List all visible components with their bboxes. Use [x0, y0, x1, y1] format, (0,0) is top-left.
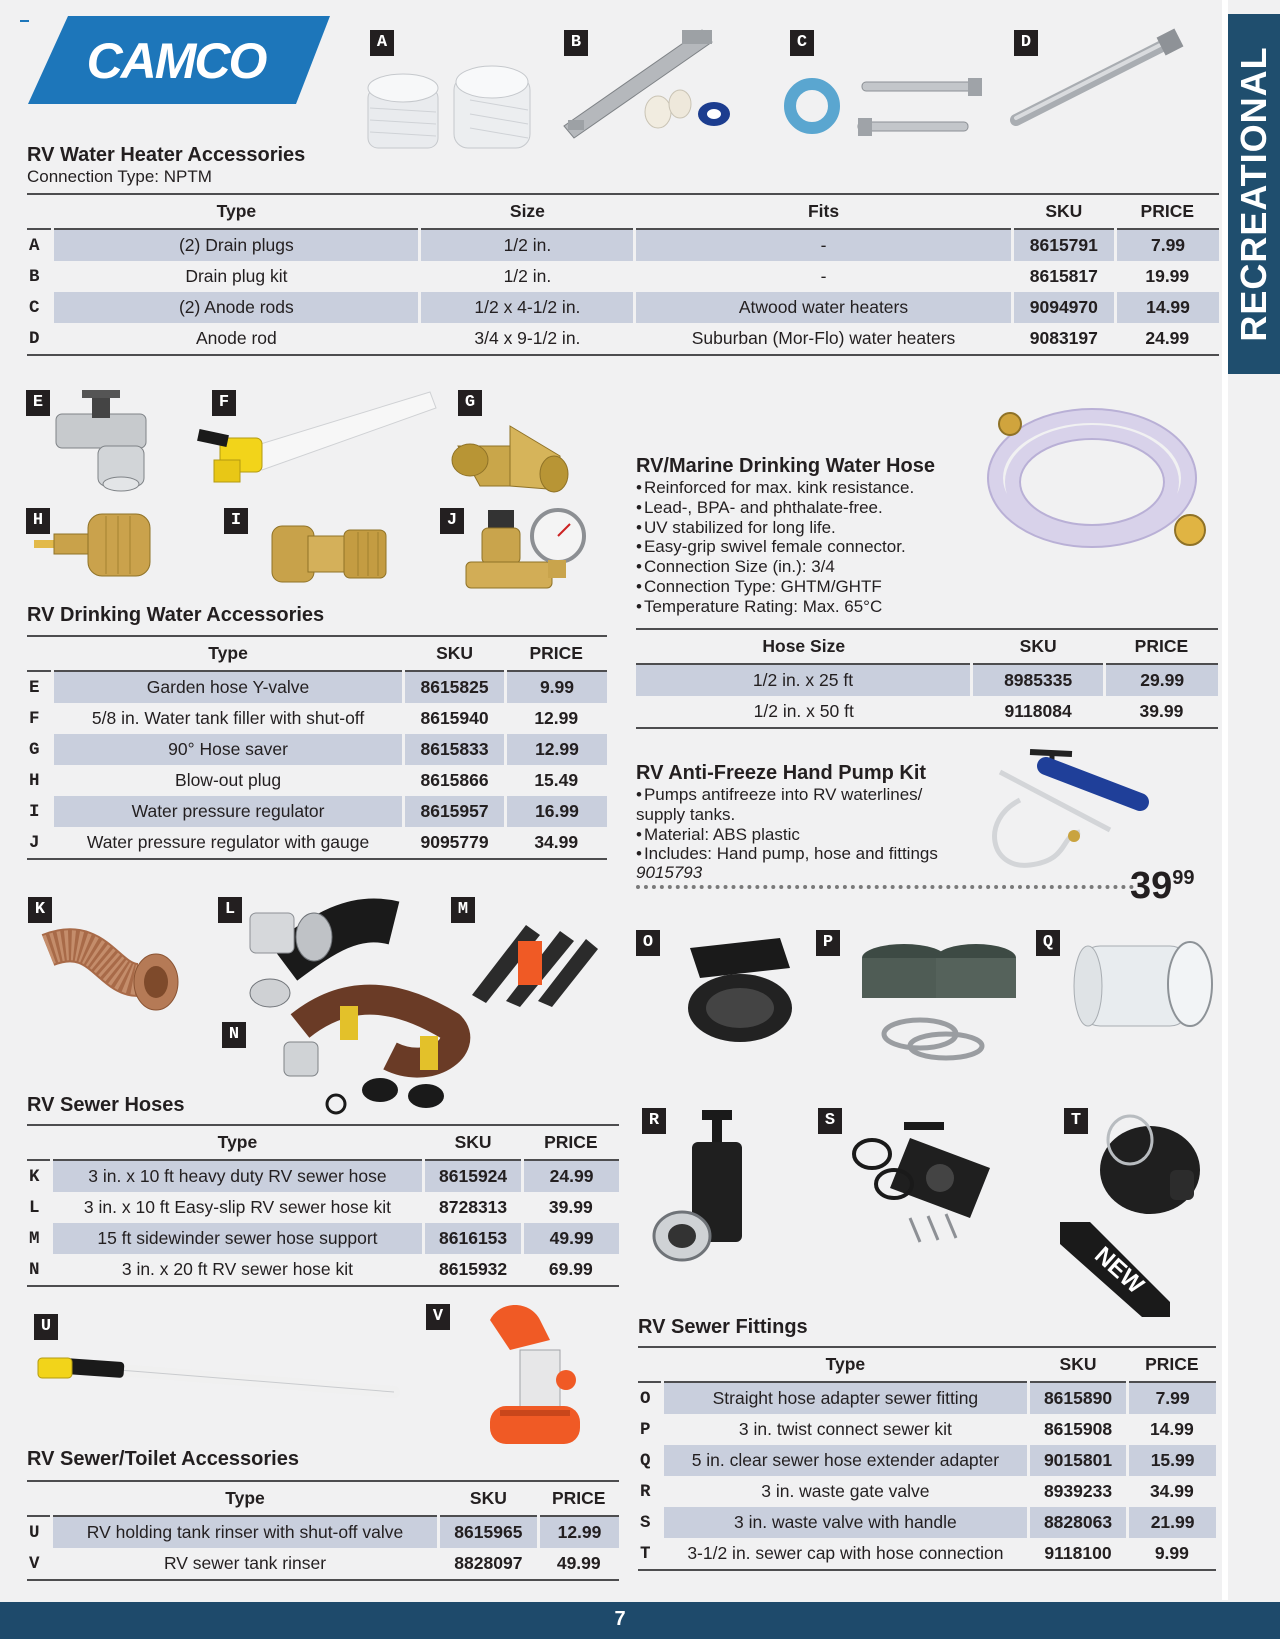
- col-price: PRICE: [1116, 194, 1219, 229]
- anode-rod-image: [1010, 28, 1190, 128]
- row-sku: 8615825: [404, 671, 506, 703]
- row-size: 1/2 in.: [503, 266, 552, 286]
- row-sku: 8828063: [1028, 1507, 1127, 1538]
- label-i: I: [224, 508, 248, 534]
- label-f: F: [212, 390, 236, 416]
- label-r: R: [642, 1108, 666, 1134]
- waste-gate-valve-image: [652, 1106, 772, 1276]
- col-sku: SKU: [438, 1481, 538, 1516]
- table-row: [638, 1476, 1216, 1507]
- table-row: [27, 703, 607, 734]
- table-row: [638, 1538, 1216, 1570]
- col-price: PRICE: [523, 1125, 619, 1160]
- new-badge-text: NEW: [1089, 1241, 1149, 1300]
- row-type: Straight hose adapter sewer fitting: [662, 1382, 1028, 1414]
- hose-title: RV/Marine Drinking Water Hose: [636, 455, 935, 477]
- hose-saver-image: [450, 416, 575, 496]
- water-heater-subtitle: Connection Type: NPTM: [27, 167, 212, 186]
- row-price: 39.99: [548, 1197, 593, 1217]
- row-code: D: [27, 323, 53, 355]
- row-price: 19.99: [1145, 266, 1190, 286]
- row-code: V: [27, 1548, 52, 1580]
- table-row: [27, 1160, 619, 1192]
- label-m: M: [451, 897, 475, 923]
- sewer-hose-image: [38, 920, 188, 1010]
- row-type: 3 in. waste gate valve: [761, 1481, 930, 1501]
- pump-title: RV Anti-Freeze Hand Pump Kit: [636, 762, 927, 784]
- row-sku: 8616153: [424, 1223, 523, 1254]
- row-sku: 8615833: [404, 734, 506, 765]
- camco-logo: [28, 16, 330, 104]
- y-valve-image: [52, 388, 162, 493]
- feature-item: • Connection Type: GHTM/GHTF: [636, 577, 914, 597]
- table-row: [638, 1414, 1216, 1445]
- col-price: PRICE: [1105, 629, 1218, 664]
- row-price: 15.99: [1128, 1445, 1216, 1476]
- col-type: Type: [52, 1481, 438, 1516]
- drinking-table: [27, 635, 607, 860]
- row-type: 3 in. x 10 ft Easy-slip RV sewer hose kit: [83, 1197, 391, 1217]
- row-type: 90° Hose saver: [52, 734, 403, 765]
- label-g: G: [458, 390, 482, 416]
- row-sku: 8615965: [438, 1516, 538, 1548]
- label-t: T: [1064, 1108, 1088, 1134]
- row-sku: 9118100: [1028, 1538, 1127, 1570]
- category-tab: [1228, 14, 1280, 374]
- feature-item: • Reinforced for max. kink resistance.: [636, 478, 914, 498]
- tank-filler-image: [198, 388, 438, 493]
- table-row: [636, 696, 1218, 728]
- row-code: P: [640, 1419, 651, 1440]
- row-sku: 8615940: [420, 708, 489, 728]
- table-row: [638, 1507, 1216, 1538]
- price-cents: 99: [1172, 867, 1195, 889]
- row-price: 7.99: [1128, 1382, 1216, 1414]
- sewer-hose-kit-image: [280, 986, 480, 1114]
- row-size: 3/4 x 9-1/2 in.: [420, 323, 635, 355]
- drinking-title: RV Drinking Water Accessories: [27, 604, 325, 626]
- row-price: 16.99: [505, 796, 607, 827]
- price-leader: [636, 885, 1134, 889]
- pump-sku: 9015793: [636, 863, 703, 882]
- row-price: 34.99: [1149, 1481, 1194, 1501]
- table-row: [27, 827, 607, 859]
- row-code: T: [638, 1538, 662, 1570]
- row-sku: 8615908: [1043, 1419, 1113, 1439]
- row-type: Water pressure regulator: [52, 796, 403, 827]
- hose-support-image: [466, 895, 606, 1005]
- row-type: (2) Drain plugs: [53, 229, 420, 261]
- row-sku: 8939233: [1043, 1481, 1113, 1501]
- drain-plugs-image: [366, 60, 546, 160]
- row-price: 29.99: [1105, 664, 1218, 696]
- row-sku: 8615817: [1029, 266, 1098, 286]
- label-k: K: [28, 897, 52, 923]
- row-sku: 8615890: [1028, 1382, 1127, 1414]
- water-heater-table: [27, 193, 1219, 356]
- row-sku: 9095779: [404, 827, 506, 859]
- feature-item: • Includes: Hand pump, hose and fittings: [636, 844, 966, 864]
- hose-table: [636, 628, 1218, 729]
- label-j: J: [440, 508, 464, 534]
- row-code: S: [638, 1507, 662, 1538]
- row-price: 9.99: [505, 671, 607, 703]
- row-sku: 8615791: [1012, 229, 1115, 261]
- feature-item: • Temperature Rating: Max. 65°C: [636, 597, 914, 617]
- row-code: M: [27, 1223, 51, 1254]
- col-size: Size: [420, 194, 635, 229]
- table-row: [27, 1254, 619, 1286]
- category-tab-label: RECREATIONAL: [1233, 46, 1274, 342]
- col-sku: SKU: [1028, 1347, 1127, 1382]
- table-row: [27, 734, 607, 765]
- table-row: [27, 765, 607, 796]
- row-sku: 8828097: [438, 1548, 538, 1580]
- row-size: 1/2 in. x 25 ft: [636, 664, 971, 696]
- row-code: E: [27, 671, 52, 703]
- row-sku: 9015801: [1028, 1445, 1127, 1476]
- logo-text: CAMCO: [86, 33, 266, 89]
- row-fits: -: [635, 229, 1012, 261]
- feature-item: • Pumps antifreeze into RV waterlines/ supply tanks.: [636, 785, 966, 825]
- fittings-title: RV Sewer Fittings: [638, 1316, 808, 1338]
- row-type: 3 in. x 10 ft heavy duty RV sewer hose: [51, 1160, 423, 1192]
- row-sku: 8615957: [404, 796, 506, 827]
- col-fits: Fits: [635, 194, 1012, 229]
- row-price: 69.99: [523, 1254, 619, 1286]
- label-o: O: [636, 930, 660, 956]
- row-type: RV holding tank rinser with shut-off valve: [52, 1516, 438, 1548]
- page-number: 7: [614, 1608, 626, 1630]
- row-price: 12.99: [505, 734, 607, 765]
- table-row: [27, 671, 607, 703]
- label-v: V: [426, 1304, 450, 1330]
- row-code: I: [27, 796, 52, 827]
- col-type: Type: [53, 194, 420, 229]
- table-row: [27, 292, 1219, 323]
- row-size: 1/2 in. x 50 ft: [636, 696, 971, 728]
- price-dollars: 39: [1130, 865, 1173, 907]
- table-row: [27, 1223, 619, 1254]
- anode-rods-image: [786, 72, 986, 142]
- row-fits: Suburban (Mor-Flo) water heaters: [635, 323, 1012, 355]
- col-type: Type: [662, 1347, 1028, 1382]
- page-footer: [0, 1602, 1280, 1639]
- row-price: 24.99: [1116, 323, 1219, 355]
- row-code: H: [29, 770, 40, 791]
- sewer-hoses-title: RV Sewer Hoses: [27, 1094, 185, 1116]
- row-sku: 8615866: [420, 770, 489, 790]
- row-price: 49.99: [539, 1548, 620, 1580]
- row-type: Drain plug kit: [185, 266, 288, 286]
- feature-item: • Easy-grip swivel female connector.: [636, 537, 914, 557]
- row-price: 39.99: [1105, 696, 1218, 728]
- table-row: [638, 1382, 1216, 1414]
- row-price: 14.99: [1149, 1419, 1194, 1439]
- label-l: L: [218, 897, 242, 923]
- col-price: PRICE: [505, 636, 607, 671]
- table-row: [27, 229, 1219, 261]
- feature-item: • Lead-, BPA- and phthalate-free.: [636, 498, 914, 518]
- row-type: 3-1/2 in. sewer cap with hose connection: [662, 1538, 1028, 1570]
- new-badge: [1060, 1222, 1170, 1317]
- waste-valve-handle-image: [850, 1118, 1020, 1248]
- row-price: 49.99: [523, 1223, 619, 1254]
- row-type: Garden hose Y-valve: [52, 671, 403, 703]
- row-sku: 9083197: [1012, 323, 1115, 355]
- col-sku: SKU: [404, 636, 506, 671]
- row-code: U: [27, 1516, 52, 1548]
- row-price: 12.99: [539, 1516, 620, 1548]
- fittings-table: [638, 1346, 1216, 1571]
- row-code: A: [27, 229, 53, 261]
- row-sku: 8728313: [439, 1197, 508, 1217]
- col-sku: SKU: [1012, 194, 1115, 229]
- row-code: O: [638, 1382, 662, 1414]
- row-price: 24.99: [523, 1160, 619, 1192]
- label-n: N: [222, 1022, 246, 1048]
- label-q: Q: [1036, 930, 1060, 956]
- row-price: 12.99: [534, 708, 579, 728]
- label-h: H: [26, 508, 50, 534]
- table-row: [27, 796, 607, 827]
- row-price: 15.49: [534, 770, 579, 790]
- row-code: N: [27, 1254, 51, 1286]
- table-row: [27, 1192, 619, 1223]
- col-type: Type: [52, 636, 403, 671]
- clear-extender-image: [1070, 926, 1220, 1046]
- drinking-hose-image: [980, 400, 1215, 560]
- col-sku: SKU: [424, 1125, 523, 1160]
- flag-mark: [20, 20, 29, 22]
- table-row: [27, 1548, 619, 1580]
- row-code: J: [27, 827, 52, 859]
- row-code: Q: [638, 1445, 662, 1476]
- sewer-cap-image: [1090, 1110, 1210, 1220]
- water-heater-title: RV Water Heater Accessories: [27, 144, 306, 166]
- row-type: Blow-out plug: [175, 770, 282, 790]
- sewer-hoses-table: [27, 1124, 619, 1287]
- pump-features: [636, 785, 966, 864]
- row-sku: 9094970: [1012, 292, 1115, 323]
- feature-item: • Material: ABS plastic: [636, 825, 966, 845]
- tank-rinser-image: [34, 1352, 409, 1402]
- table-row: [27, 1516, 619, 1548]
- row-sku: 9118084: [971, 696, 1104, 728]
- label-a: A: [370, 30, 394, 56]
- row-type: 15 ft sidewinder sewer hose support: [51, 1223, 423, 1254]
- col-price: PRICE: [1128, 1347, 1216, 1382]
- table-row: [27, 261, 1219, 292]
- row-price: 21.99: [1128, 1507, 1216, 1538]
- row-price: 9.99: [1128, 1538, 1216, 1570]
- label-s: S: [818, 1108, 842, 1134]
- row-type: 5/8 in. Water tank filler with shut-off: [91, 708, 365, 728]
- pressure-regulator-image: [268, 506, 393, 596]
- col-sku: SKU: [971, 629, 1104, 664]
- table-row: [27, 323, 1219, 355]
- col-type: Type: [51, 1125, 423, 1160]
- row-type: 3 in. waste valve with handle: [662, 1507, 1028, 1538]
- row-type: Anode rod: [53, 323, 420, 355]
- pump-price: [1130, 865, 1195, 908]
- feature-item: • Connection Size (in.): 3/4: [636, 557, 914, 577]
- row-size: 1/2 x 4-1/2 in.: [420, 292, 635, 323]
- row-price: 14.99: [1116, 292, 1219, 323]
- label-u: U: [34, 1314, 58, 1340]
- row-type: RV sewer tank rinser: [52, 1548, 438, 1580]
- row-sku: 8985335: [971, 664, 1104, 696]
- row-code: F: [29, 708, 40, 729]
- row-fits: Atwood water heaters: [635, 292, 1012, 323]
- row-type: (2) Anode rods: [53, 292, 420, 323]
- label-b: B: [564, 30, 588, 56]
- blow-out-plug-image: [30, 506, 155, 586]
- table-row: [636, 664, 1218, 696]
- sewer-tank-rinser-image: [470, 1300, 600, 1450]
- row-price: 34.99: [505, 827, 607, 859]
- feature-item: • UV stabilized for long life.: [636, 518, 914, 538]
- table-row: [638, 1445, 1216, 1476]
- label-e: E: [26, 390, 50, 416]
- toilet-title: RV Sewer/Toilet Accessories: [27, 1448, 299, 1470]
- regulator-gauge-image: [464, 504, 589, 604]
- col-price: PRICE: [539, 1481, 620, 1516]
- label-d: D: [1014, 30, 1038, 56]
- row-fits: -: [820, 266, 827, 286]
- row-price: 7.99: [1116, 229, 1219, 261]
- label-p: P: [816, 930, 840, 956]
- row-sku: 8615924: [424, 1160, 523, 1192]
- row-code: L: [29, 1197, 40, 1218]
- row-type: 3 in. x 20 ft RV sewer hose kit: [51, 1254, 423, 1286]
- row-type: 3 in. twist connect sewer kit: [738, 1419, 952, 1439]
- hand-pump-image: [990, 740, 1170, 880]
- row-code: G: [27, 734, 52, 765]
- drain-plug-kit-image: [562, 28, 737, 140]
- row-sku: 8615932: [424, 1254, 523, 1286]
- toilet-table: [27, 1480, 619, 1581]
- label-c: C: [790, 30, 814, 56]
- row-code: B: [29, 266, 40, 287]
- row-code: K: [27, 1160, 51, 1192]
- twist-connect-kit-image: [856, 928, 1021, 1063]
- row-type: 5 in. clear sewer hose extender adapter: [662, 1445, 1028, 1476]
- hose-adapter-image: [670, 928, 810, 1048]
- row-code: R: [640, 1481, 651, 1502]
- row-size: 1/2 in.: [420, 229, 635, 261]
- row-type: Water pressure regulator with gauge: [52, 827, 403, 859]
- row-code: C: [27, 292, 53, 323]
- col-hose-size: Hose Size: [636, 629, 971, 664]
- hose-features: [636, 478, 914, 617]
